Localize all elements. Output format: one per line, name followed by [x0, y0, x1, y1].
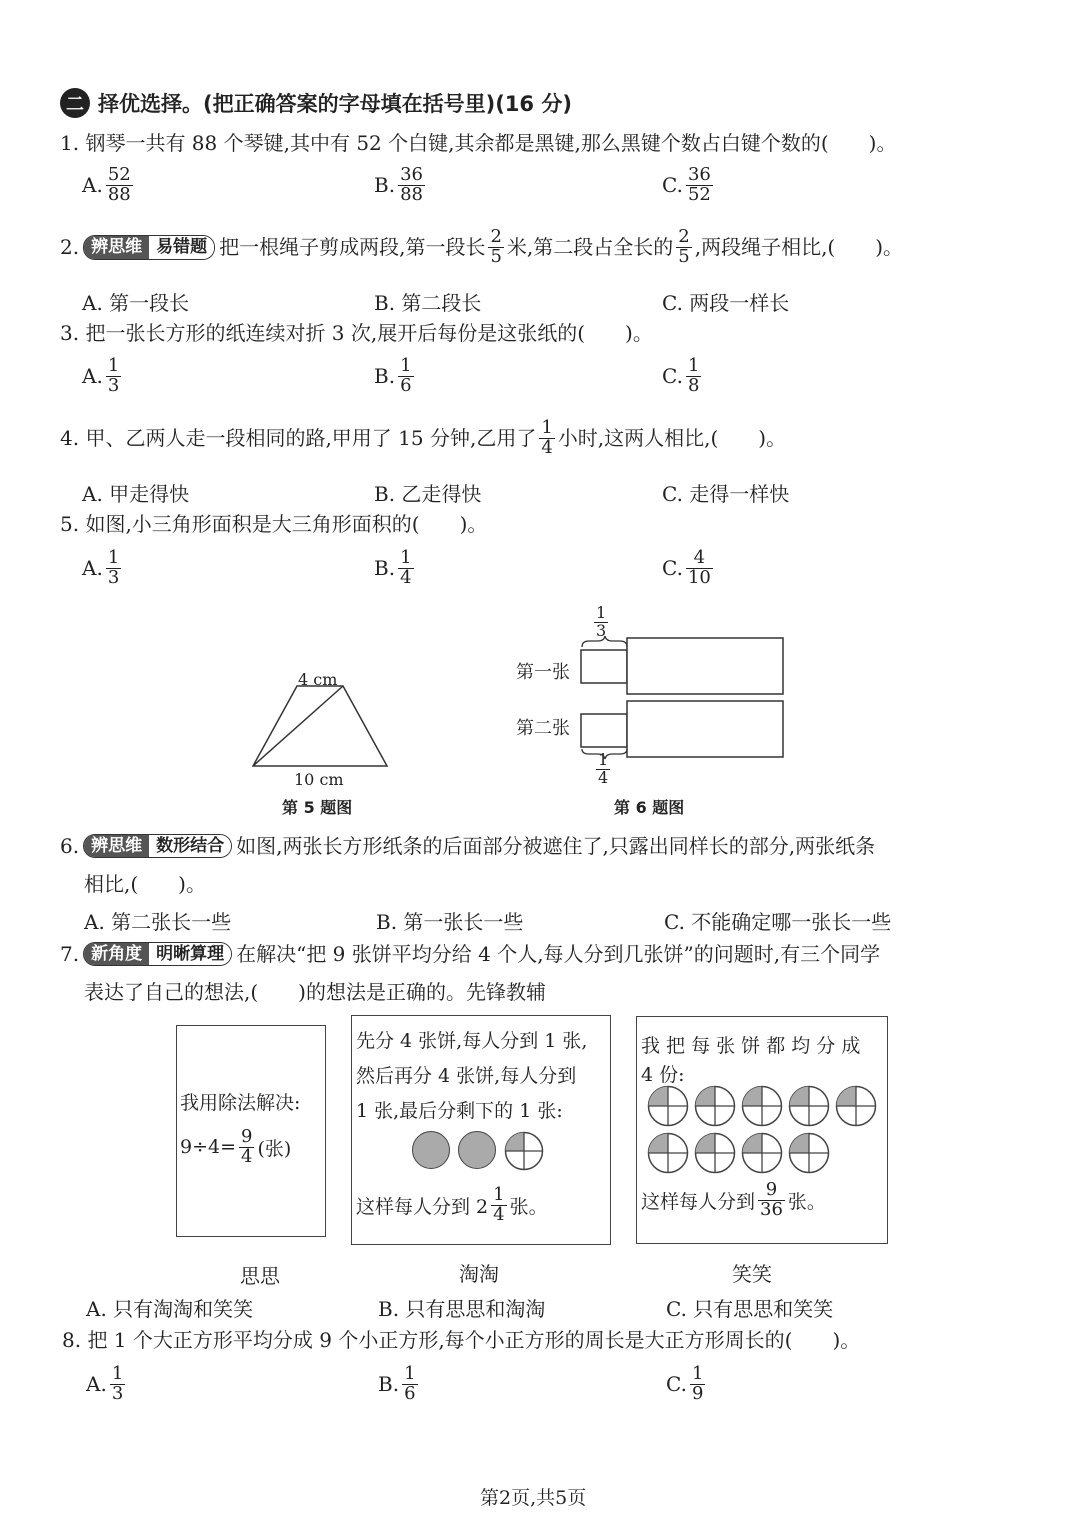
q6-option-c[interactable]: C. 不能确定哪一张长一些 — [664, 910, 892, 934]
q7-box-sisi: 我用除法解决: 9÷4= $\frac{9}{4}$ (张) — [176, 1025, 326, 1237]
q8-option-a[interactable]: A. $\frac{1}{3}$ — [86, 1363, 124, 1404]
q2-option-b[interactable]: B. 第二段长 — [374, 291, 482, 315]
q1-option-b[interactable]: B. $\frac{36}{88}$ — [374, 164, 423, 205]
q7-box-taotao: 先分 4 张饼,每人分到 1 张, 然后再分 4 张饼,每人分到 1 张,最后分剩下的 1 张: 这样每人分到 2 $\frac{1}{4}$ 张。 — [351, 1015, 611, 1245]
question-7-text: 7. 新角度 明晰算理 在解决“把 9 张饼平均分给 4 个人,每人分到几张饼”的问题时,有三个同学 — [60, 942, 881, 967]
figure-6-label-second: 第二张 — [516, 718, 570, 739]
q1-option-c[interactable]: C. $\frac{36}{52}$ — [662, 164, 711, 205]
question-8-text: 8. 把 1 个大正方形平均分成 9 个小正方形,每个小正方形的周长是大正方形周长的( )。 — [62, 1328, 861, 1352]
page-footer: 第2页,共5页 — [480, 1487, 587, 1509]
section-title: 择优选择。(把正确答案的字母填在括号里)(16 分) — [98, 92, 572, 116]
q8-option-c[interactable]: C. $\frac{1}{9}$ — [666, 1363, 704, 1404]
quarter-cake-icon — [504, 1131, 544, 1171]
q7-option-c[interactable]: C. 只有思思和笑笑 — [666, 1297, 834, 1321]
quarter-cake-icon — [647, 1085, 689, 1127]
q3-option-c[interactable]: C. $\frac{1}{8}$ — [662, 355, 700, 396]
q7-box2-cakes — [412, 1131, 544, 1171]
q5-option-a[interactable]: A. $\frac{1}{3}$ — [82, 547, 120, 588]
q4-option-c[interactable]: C. 走得一样快 — [662, 482, 790, 506]
q4-option-a[interactable]: A. 甲走得快 — [82, 482, 190, 506]
figure-5-top-label: 4 cm — [298, 670, 338, 689]
q8-option-b[interactable]: B. $\frac{1}{6}$ — [378, 1363, 416, 1404]
figure-6-caption: 第 6 题图 — [614, 798, 685, 817]
quarter-cake-icon — [788, 1085, 830, 1127]
figure-5-caption: 第 5 题图 — [282, 798, 353, 817]
q7-box3-cakes — [647, 1085, 887, 1174]
q7-tag: 新角度 明晰算理 — [83, 942, 232, 966]
question-6-text: 6. 辨思维 数形结合 如图,两张长方形纸条的后面部分被遮住了,只露出同样长的部分,两张纸条 — [60, 834, 876, 859]
q7-option-b[interactable]: B. 只有思思和淘淘 — [378, 1297, 546, 1321]
student-name-xiaoxiao: 笑笑 — [732, 1262, 772, 1286]
question-4-text: 4. 甲、乙两人走一段相同的路,甲用了 15 分钟,乙用了 $\frac{1}{4}$ 小时,这两人相比,( )。 — [60, 417, 787, 458]
figure-6-label-first: 第一张 — [516, 662, 570, 683]
q2-option-c[interactable]: C. 两段一样长 — [662, 291, 790, 315]
student-name-sisi: 思思 — [240, 1264, 280, 1288]
section-number-badge: 二 — [60, 88, 90, 118]
q3-option-b[interactable]: B. $\frac{1}{6}$ — [374, 355, 412, 396]
student-name-taotao: 淘淘 — [459, 1262, 499, 1286]
figure-6-fraction-bottom: $\frac{1}{4}$ — [598, 750, 609, 787]
figure-5-bottom-label: 10 cm — [294, 770, 344, 789]
q5-option-c[interactable]: C. $\frac{4}{10}$ — [662, 547, 711, 588]
question-3-text: 3. 把一张长方形的纸连续对折 3 次,展开后每份是这张纸的( )。 — [60, 321, 653, 345]
quarter-cake-icon — [835, 1085, 877, 1127]
question-2-text: 2. 辨思维 易错题 把一根绳子剪成两段,第一段长 $\frac{2}{5}$ 米,第二段占全长的 $\frac{2}{5}$ ,两段绳子相比,( )。 — [60, 226, 904, 267]
quarter-cake-icon — [647, 1132, 689, 1174]
figure-6-fraction-top: $\frac{1}{3}$ — [596, 603, 607, 640]
q2-option-a[interactable]: A. 第一段长 — [82, 291, 190, 315]
whole-cake-icon — [412, 1131, 450, 1169]
q3-option-a[interactable]: A. $\frac{1}{3}$ — [82, 355, 120, 396]
q2-tag: 辨思维 易错题 — [83, 235, 215, 259]
question-5-text: 5. 如图,小三角形面积是大三角形面积的( )。 — [60, 512, 488, 536]
question-1-text: 1. 钢琴一共有 88 个琴键,其中有 52 个白键,其余都是黑键,那么黑键个数占白键个数的( )。 — [60, 131, 897, 155]
quarter-cake-icon — [788, 1132, 830, 1174]
quarter-cake-icon — [694, 1085, 736, 1127]
question-6-text-cont: 相比,( )。 — [84, 872, 206, 896]
question-7-text-cont: 表达了自己的想法,( )的想法是正确的。先锋教辅 — [84, 980, 546, 1004]
q7-box-xiaoxiao: 我 把 每 张 饼 都 均 分 成 4 份: 这样每人分到 $\frac{9}{36}$ 张。 — [636, 1016, 888, 1244]
q5-option-b[interactable]: B. $\frac{1}{4}$ — [374, 547, 412, 588]
section-header — [60, 88, 572, 118]
q7-option-a[interactable]: A. 只有淘淘和笑笑 — [86, 1297, 254, 1321]
q6-option-a[interactable]: A. 第二张长一些 — [84, 910, 232, 934]
whole-cake-icon — [458, 1131, 496, 1169]
q6-tag: 辨思维 数形结合 — [83, 834, 232, 858]
figure-5-trapezoid — [245, 680, 395, 770]
quarter-cake-icon — [741, 1132, 783, 1174]
quarter-cake-icon — [741, 1085, 783, 1127]
quarter-cake-icon — [694, 1132, 736, 1174]
q6-option-b[interactable]: B. 第一张长一些 — [376, 910, 524, 934]
q1-option-a[interactable]: A. $\frac{52}{88}$ — [82, 164, 131, 205]
q4-option-b[interactable]: B. 乙走得快 — [374, 482, 482, 506]
figure-6-strips — [575, 635, 790, 760]
